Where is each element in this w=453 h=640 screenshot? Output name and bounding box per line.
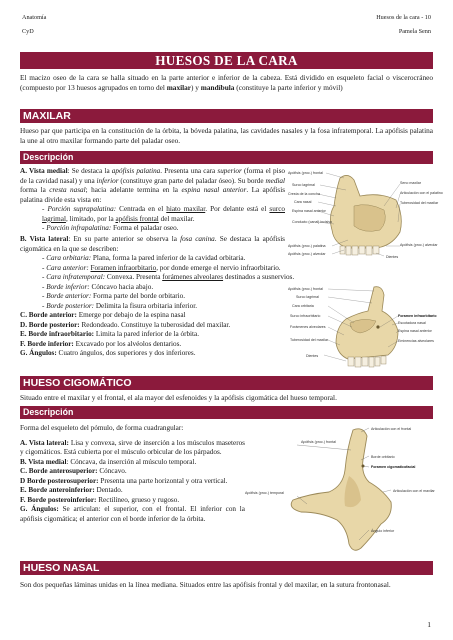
- fig1-label-l2: Surco lagrimal: [292, 183, 315, 187]
- maxilar-lateral-intro: B. Vista lateral: En su parte anterior se observa la fosa canina. Se destaca la apófisis cigomática en la que se describen:: [20, 235, 285, 253]
- cigomatico-item-b: B. Vista medial: Cóncava, da inserción al músculo temporal.: [20, 457, 197, 466]
- fig2-label-l5: Forámenes alveolares: [290, 325, 326, 329]
- intro-paragraph: El macizo oseo de la cara se halla situado en la parte anterior e inferior de la cabeza. Está dividido en esqueleto facial o viscerocráneo (compuesto por 13 huesos agrupados en torno del maxilar) y mandíbula (constituye la parte inferior y móvil): [20, 73, 433, 92]
- maxilar-sinus-shape: [354, 205, 385, 232]
- maxilar-item-a: A. Vista medial: Se destaca la apófisis palatina. Presenta una cara superior (forma el piso de la cavidad nasal) y una inferior (constituye gran parte del paladar óseo). Su borde medial forma la cresta nasal; hacia adelante termina en la espina nasal anterior. La apófisis palatina divide esta vista en:: [20, 167, 285, 204]
- fig1-label-l7: Apófisis (proc.) palatina: [288, 244, 326, 248]
- fig1-label-l3: Cresta de la concha: [288, 192, 320, 196]
- fig1-label-l6: Conducto (canal) incisivo: [292, 220, 333, 224]
- maxilar-description: Hueso par que participa en la constitución de la órbita, la bóveda palatina, las cavidades nasales y la fosa infratemporal. La apófisis palatina la une al otro maxilar formando parte del paladar oseo.: [20, 126, 433, 145]
- fig3-label-t6: Articulación con el maxilar: [393, 489, 435, 493]
- maxilar-item-b4: - Borde inferior: Cóncavo hacia abajo.: [42, 282, 154, 291]
- maxilar-item-b2: - Cara anterior: Foramen infraorbitario, por donde emerge el nervio infraorbitario.: [42, 263, 281, 272]
- fig2-label-l1: Apófisis (proc.) frontal: [288, 287, 323, 291]
- subheading-cigomatico-descripcion: Descripción: [20, 406, 433, 419]
- maxilar-item-f: F. Borde inferior: Excavado por los alvéolos dentarios.: [20, 339, 182, 348]
- fig3-label-t5: Apófisis (proc.) temporal: [245, 491, 284, 495]
- infraorbital-foramen-mark: [376, 325, 379, 328]
- maxilar-item-a2: - Porción infrapalatina: Forma el paladar oseo.: [42, 224, 179, 233]
- maxilar-description-list: [20, 167, 285, 234]
- fig1-label-l5: Espina nasal anterior: [292, 209, 326, 213]
- author-label: Pamela Senn: [398, 28, 431, 35]
- cigomatico-intro: Forma del esqueleto del pómulo, de forma cuadrangular:: [20, 424, 184, 432]
- fig1-label-r3: Tuberosidad del maxilar: [400, 201, 439, 205]
- maxilar-teeth-shape: [340, 246, 379, 255]
- chapter-label: Huesos de la cara - 10: [376, 14, 431, 21]
- maxilar-lateral-figure: [288, 283, 437, 373]
- fig2-label-l6: Tuberosidad del maxilar: [290, 338, 329, 342]
- maxilar-lateral-teeth-shape: [348, 356, 386, 367]
- maxilar-item-b6: - Borde posterior: Delimita la fisura orbitaria inferior.: [42, 301, 198, 310]
- cigomatico-item-d: D Borde posterosuperior: Presenta una parte horizontal y otra vertical.: [20, 476, 228, 485]
- fig2-label-r2: Escotadura nasal: [398, 321, 426, 325]
- fig2-label-r3: Espina nasal anterior: [398, 329, 432, 333]
- maxilar-lateral-list: [20, 254, 320, 359]
- subheading-maxilar-descripcion: Descripción: [20, 151, 433, 164]
- fig1-label-r4: Apófisis (proc.) alveolar: [400, 243, 438, 247]
- cigomatico-item-e: E. Borde anteroinferior: Dentado.: [20, 486, 123, 495]
- fig2-label-l4: Surco infraorbitario: [290, 314, 321, 318]
- section-heading-cigomatico: HUESO CIGOMÁTICO: [20, 376, 433, 390]
- section-heading-maxilar: MAXILAR: [20, 109, 433, 123]
- section-heading-nasal: HUESO NASAL: [20, 561, 433, 575]
- fig3-label-t2: Apófisis (proc.) frontal: [301, 440, 336, 444]
- cigomatico-item-c: C. Borde anterosuperior: Cóncavo.: [20, 467, 127, 476]
- fig1-label-r2: Articulación con el palatino: [400, 191, 443, 195]
- fig2-label-r1: Foramen infraorbitario: [398, 314, 437, 318]
- maxilar-item-b3: - Cara infratemporal: Convexa. Presenta forámenes alveolares destinados a susnervios.: [42, 273, 295, 282]
- fig1-label-r1: Seno maxilar: [400, 181, 421, 185]
- fig2-label-r4: Eminencias alveolares: [398, 339, 434, 343]
- maxilar-item-e: E. Borde infraorbitario: Limita la pared inferior de la órbita.: [20, 330, 200, 339]
- fig3-label-t1: Articulación con el frontal: [371, 427, 412, 431]
- maxilar-item-d: D. Borde posterior: Redondeado. Constituye la tuberosidad del maxilar.: [20, 320, 231, 329]
- maxilar-item-g: G. Ángulos: Cuatro ángulos, dos superiores y dos inferiores.: [20, 349, 196, 358]
- fig1-label-l1: Apófisis (proc.) frontal: [288, 171, 323, 175]
- cigomatico-item-a: A. Vista lateral: Lisa y convexa, sirve de inserción a los músculos maseteros y cigomáticos. Está cubierta por el músculo orbicular de los párpados.: [20, 438, 245, 457]
- fig3-label-t4: Foramen cigomaticofacial: [371, 465, 416, 469]
- fig1-label-r5: Dientes: [386, 255, 399, 259]
- fig2-label-l3: Cara orbitaria: [292, 304, 314, 308]
- page-title: HUESOS DE LA CARA: [20, 52, 433, 69]
- cigomatico-item-f: F. Borde posteroinferior: Rectilíneo, grueso y rugoso.: [20, 495, 180, 504]
- maxilar-item-b1: - Cara orbitaria: Plana, forma la pared inferior de la cavidad orbitaria.: [42, 254, 246, 262]
- cigomatico-description: Situado entre el maxilar y el frontal, el ala mayor del esfenoides y la apófisis cigomática del hueso temporal.: [20, 393, 337, 402]
- nasal-description: Son dos pequeñas láminas unidas en la línea mediana. Situados entre las apófisis frontal y del maxilar, en la sutura frontonasal.: [20, 580, 391, 589]
- maxilar-item-b5: - Borde anterior: Forma parte del borde orbitario.: [42, 292, 186, 301]
- fig2-label-l2: Surco lagrimal: [296, 295, 319, 299]
- course-label: CyD: [22, 28, 34, 35]
- maxilar-medial-figure: [288, 166, 443, 260]
- cigomatico-figure: [243, 420, 435, 560]
- cigomatico-item-g: G. Ángulos: Se articulan: el superior, con el frontal. El inferior con la apófisis cigomática; el anterior con el borde inferior de la órbita.: [20, 505, 245, 523]
- maxilar-item-a1: - Porción suprapalatina: Centrada en el hiato maxilar. Por delante está el surco lagrimal, limitado, por la apófisis frontal del maxilar.: [42, 205, 285, 223]
- fig3-label-t3: Borde orbitario: [371, 455, 395, 459]
- fig2-label-l7: Dientes: [306, 354, 319, 358]
- maxilar-item-c: C. Borde anterior: Emerge por debajo de la espina nasal: [20, 311, 186, 320]
- fig1-label-l4: Cara nasal: [294, 200, 312, 204]
- page-number: 1: [427, 620, 431, 629]
- cigomatico-description-list: [20, 424, 245, 524]
- subject-label: Anatomía: [22, 14, 47, 21]
- fig1-label-l8: Apófisis (proc.) alveolar: [288, 252, 326, 256]
- fig3-label-t7: Ángulo inferior: [371, 529, 395, 533]
